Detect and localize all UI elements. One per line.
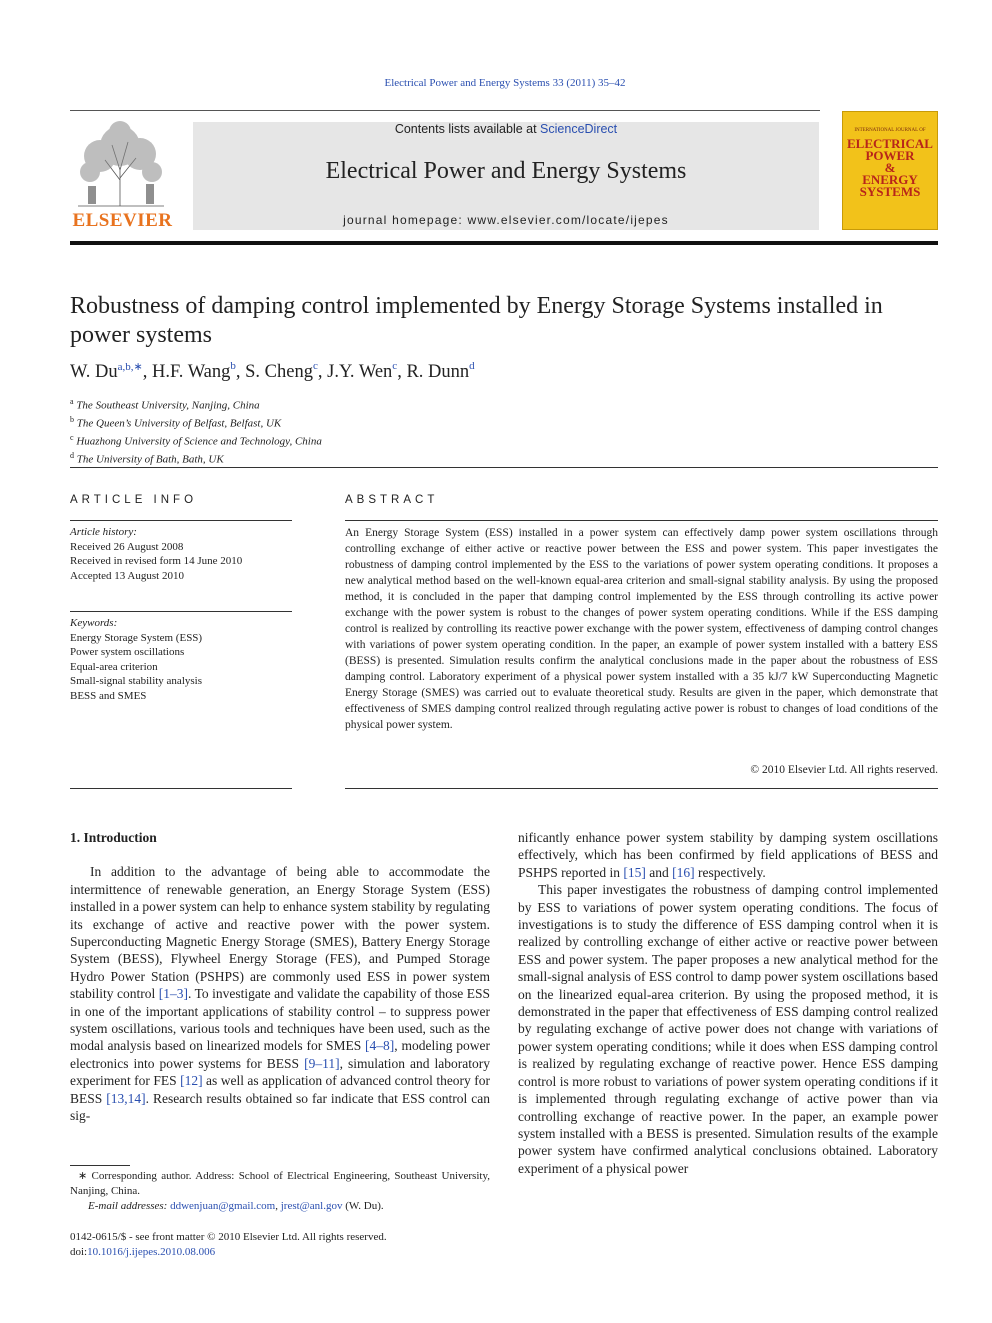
author-affiliation-mark[interactable]: d (469, 360, 475, 372)
journal-banner (193, 122, 819, 230)
email-separator: , (275, 1200, 281, 1212)
author-affiliation-mark[interactable]: c (392, 360, 398, 372)
intro-paragraph: This paper investigates the robustness of damping control implemented by ESS to variations of power system operating conditions. The focus of investigations is to study the difference of ESS damping control when it is realized by controlling exchange of either active or reactive power between ESS and power system. The paper proposes a new analytical method for the small-signal analysis of ESS control to damp power system oscillations based on the linearized equal-area criterion. By using the proposed method, it is demonstrated in the paper that effectiveness of ESS damping control realized by regulating exchange of active power does not change with variations of power system operating conditions; while it does when ESS damping control is realized by regulating exchange of reactive power. Hence ESS damping control is more robust to variations of power system operating conditions if it is implemented through regulating exchange of active power than via controlling exchange of reactive power. In the paper, an example power system installed with a BESS is presented. Simulation results of the example power system have confirmed analytical conclusions obtained. Laboratory experiment of a physical power (518, 882, 938, 1176)
paragraph-text: , modeling power electronics into power systems for BESS (70, 1038, 490, 1071)
article-history (70, 525, 242, 583)
affiliation (70, 431, 322, 449)
header-thick-rule (70, 241, 938, 245)
body-right-column (518, 829, 938, 1177)
intro-paragraph-continued (518, 829, 938, 881)
doi-line (70, 1245, 387, 1260)
abstract-bottom-rule (345, 788, 938, 789)
article-info-heading: ARTICLE INFO (70, 494, 198, 506)
history-item: Accepted 13 August 2010 (70, 569, 184, 582)
citation-link[interactable]: [16] (672, 864, 695, 880)
author-name: S. Cheng (245, 362, 313, 382)
doi-label: doi: (70, 1246, 88, 1258)
intro-paragraph (70, 863, 490, 1124)
sciencedirect-link[interactable]: ScienceDirect (540, 122, 618, 136)
elsevier-logo[interactable] (70, 120, 175, 232)
author-name: J.Y. Wen (327, 362, 393, 382)
citation-link[interactable]: [9–11] (304, 1055, 340, 1071)
section-heading-introduction: 1. Introduction (70, 830, 157, 845)
cover-word: & (884, 160, 896, 175)
author-separator: , (235, 362, 246, 382)
keywords (70, 616, 202, 703)
cover-word: ELECTRICAL (847, 136, 933, 151)
paragraph-text: respectively. (694, 864, 766, 880)
author-list (70, 362, 475, 383)
affiliation-mark: c (70, 433, 74, 443)
abstract-heading: ABSTRACT (345, 494, 439, 506)
cover-small-text: INTERNATIONAL JOURNAL OF (854, 128, 926, 133)
author-affiliation-mark[interactable]: b (230, 360, 236, 372)
keyword: Energy Storage System (ESS) (70, 631, 203, 644)
elsevier-tree-icon (70, 120, 172, 208)
section-divider (70, 467, 938, 468)
doi-link[interactable]: 10.1016/j.ijepes.2010.08.006 (87, 1246, 216, 1258)
abstract-text: An Energy Storage System (ESS) installed in a power system can effectively damp power system oscillations through controlling exchange of either active or reactive power between the ESS and power system. This paper investigates the robustness of damping control implemented by the ESS to the variations of power system operating conditions. It proposes a new analytical method based on the well-known equal-area criterion and small-signal stability analysis. By using the proposed method, it is concluded in the paper that damping control implemented by the ESS through controlling its active power exchange with the power system is robust to the changes of power system operating conditions. While if the ESS damping control is realized by controlling its reactive power exchange with the power system, effectiveness of damping control changes with variations of power system operating condition. In the paper, an example of power system installed with a battery ESS (BESS) is presented. Simulation results confirm the analytical conclusions made in the paper about the robustness of ESS damping control. Laboratory experiment of a physical power system installed with a 35 kJ/7 kW Superconducting Magnetic Energy Storage (SMES) was carried out to evaluate theoretical study. Results are given in the paper, which demonstrate that effectiveness of SMES damping control realized through regulating active power is robust to changes of load conditions of the physical power system. (345, 527, 938, 731)
article-info-rule (70, 520, 292, 521)
header-divider (70, 110, 820, 111)
email-link[interactable]: ddwenjuan@gmail.com (170, 1200, 276, 1212)
author-separator: , (397, 362, 407, 382)
history-item: Received in revised form 14 June 2010 (70, 555, 243, 567)
cover-word: ENERGY (862, 172, 918, 187)
affiliation-list (70, 395, 322, 468)
history-item: Received 26 August 2008 (70, 540, 184, 553)
affiliation (70, 413, 322, 431)
journal-homepage[interactable]: journal homepage: www.elsevier.com/locate/ijepes (343, 213, 669, 227)
copyright: © 2010 Elsevier Ltd. All rights reserved. (750, 764, 938, 776)
citation-link[interactable]: [12] (180, 1073, 203, 1089)
contents-prefix: Contents lists available at (394, 122, 541, 136)
journal-citation[interactable]: Electrical Power and Energy Systems 33 (2011) 35–42 (384, 77, 626, 89)
affiliation-mark: a (70, 397, 74, 406)
author-separator: , (142, 362, 152, 382)
paragraph-text: nificantly enhance power system stability by damping system oscillations effectively, which has been confirmed by field applications of BESS and PSHPS reported in (518, 830, 938, 880)
paragraph-text: . Research results obtained so far indicate that ESS control can sig- (70, 1090, 490, 1124)
paragraph-text: and (645, 864, 673, 880)
body-left-column (70, 829, 490, 1125)
author-name: H.F. Wang (151, 362, 231, 382)
journal-title[interactable]: Electrical Power and Energy Systems (325, 158, 687, 184)
email-link[interactable]: jrest@anl.gov (280, 1200, 343, 1212)
keyword: Equal-area criterion (70, 660, 158, 673)
email-suffix: (W. Du). (342, 1200, 384, 1212)
keyword: Small-signal stability analysis (70, 675, 202, 687)
citation-link[interactable]: [13,14] (106, 1090, 146, 1106)
author-affiliation-mark[interactable]: c (312, 360, 318, 372)
affiliation (70, 449, 322, 467)
affiliation-mark: b (70, 415, 74, 425)
paragraph-text: , simulation and laboratory experiment for FES (70, 1055, 490, 1089)
citation-link[interactable]: [15] (623, 864, 646, 880)
keyword: BESS and SMES (70, 689, 147, 702)
author-name: W. Du (70, 362, 118, 382)
cover-word: POWER (865, 148, 915, 163)
footnote (70, 1169, 490, 1214)
elsevier-wordmark: ELSEVIER (72, 210, 173, 231)
article-title: Robustness of damping control implemented by Energy Storage Systems installed in power systems (70, 293, 883, 348)
citation-link[interactable]: [1–3] (158, 986, 188, 1002)
citation-link[interactable]: [4–8] (365, 1038, 395, 1054)
affiliation-mark: d (70, 451, 74, 461)
email-label: E-mail addresses: (88, 1200, 171, 1212)
front-matter (70, 1230, 387, 1260)
abstract-rule (345, 520, 938, 521)
affiliation-text: Huazhong University of Science and Technology, China (76, 435, 322, 448)
contents-line (193, 122, 819, 136)
affiliation (70, 395, 322, 413)
cover-word: SYSTEMS (859, 184, 921, 199)
keywords-rule (70, 611, 292, 612)
history-label: Article history: (70, 526, 137, 538)
journal-cover-image[interactable] (842, 111, 938, 230)
affiliation-text: The Queen’s University of Belfast, Belfast, UK (76, 417, 282, 430)
author-separator: , (317, 362, 328, 382)
article-info-bottom-rule (70, 788, 292, 789)
paragraph-text: In addition to the advantage of being able to accommodate the intermittence of renewable generation, an Energy Storage System (ESS) installed in a power system can help to enhance system stability by regulating its exchange of active and reactive power with the power system. Superconducting Magnetic Energy Storage (SMES), Battery Energy Storage System (BESS), Flywheel Energy Storage (FES), and Pumped Storage Hydro Power Station (PSHPS) are commonly used ESS in power system stability control (70, 864, 490, 1002)
email-line (70, 1199, 490, 1214)
footnote-rule (70, 1165, 130, 1166)
author-name: R. Dunn (406, 362, 470, 382)
author-affiliation-mark[interactable]: a,b,∗ (117, 361, 143, 373)
keyword: Power system oscillations (70, 646, 185, 658)
issn-line: 0142-0615/$ - see front matter © 2010 Elsevier Ltd. All rights reserved. (70, 1231, 387, 1243)
paragraph-text: . To investigate and validate the capability of those ESS in one of the important applications of stability control – to suppress power system oscillations, various tools and techniques have been used, such as the modal analysis based on linearized models for SMES (70, 986, 490, 1054)
corresponding-author-note: ∗ Corresponding author. Address: School of Electrical Engineering, Southeast University, Nanjing, China. (70, 1170, 490, 1197)
keywords-label: Keywords: (70, 617, 118, 629)
affiliation-text: The Southeast University, Nanjing, China (76, 399, 260, 412)
paragraph-text: as well as application of advanced control theory for BESS (70, 1073, 490, 1106)
affiliation-text: The University of Bath, Bath, UK (76, 454, 224, 467)
